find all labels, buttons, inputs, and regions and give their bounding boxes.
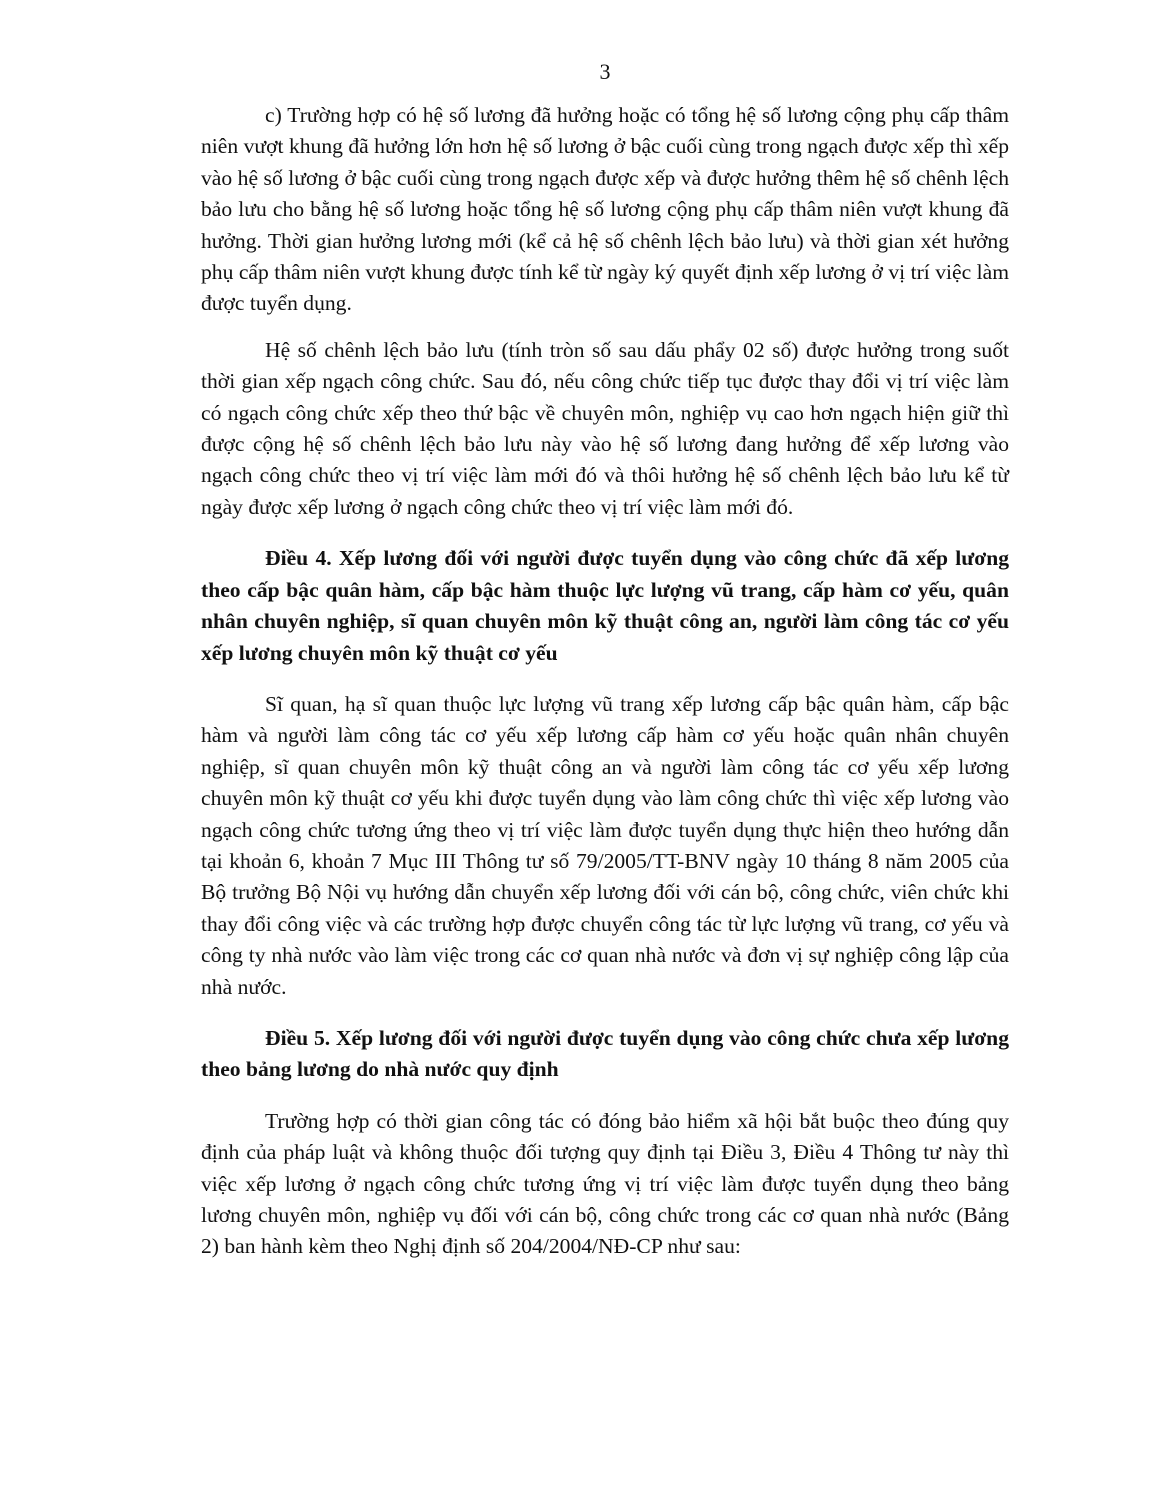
article-5-heading: Điều 5. Xếp lương đối với người được tuyển dụng vào công chức chưa xếp lương theo bảng lương do nhà nước quy định — [201, 1025, 1009, 1082]
article-5-body: Trường hợp có thời gian công tác có đóng bảo hiểm xã hội bắt buộc theo đúng quy định của pháp luật và không thuộc đối tượng quy định tại Điều 3, Điều 4 Thông tư này thì việc xếp lương ở ngạch công chức tương ứng vị trí việc làm được tuyển dụng theo bảng lương chuyên môn, nghiệp vụ đối với cán bộ, công chức trong các cơ quan nhà nước (Bảng 2) ban hành kèm theo Nghị định số 204/2004/NĐ-CP như sau: — [201, 1108, 1009, 1259]
article-4-heading: Điều 4. Xếp lương đối với người được tuyển dụng vào công chức đã xếp lương theo cấp bậc quân hàm, cấp bậc hàm thuộc lực lượng vũ trang, cấp hàm cơ yếu, quân nhân chuyên nghiệp, sĩ quan chuyên môn kỹ thuật công an, người làm công tác cơ yếu xếp lương chuyên môn kỹ thuật cơ yếu — [201, 546, 1009, 665]
paragraph-point-c: c) Trường hợp có hệ số lương đã hưởng hoặc có tổng hệ số lương cộng phụ cấp thâm niên vượt khung đã hưởng lớn hơn hệ số lương ở bậc cuối cùng trong ngạch được xếp thì xếp vào hệ số lương ở bậc cuối cùng trong ngạch được xếp và được hưởng thêm hệ số chênh lệch bảo lưu cho bằng hệ số lương hoặc tổng hệ số lương cộng phụ cấp thâm niên vượt khung đã hưởng. Thời gian hưởng lương mới (kể cả hệ số chênh lệch bảo lưu) và thời gian xét hưởng phụ cấp thâm niên vượt khung được tính kể từ ngày ký quyết định xếp lương ở vị trí việc làm được tuyển dụng. — [201, 103, 1009, 316]
paragraph-preserved-coefficient: Hệ số chênh lệch bảo lưu (tính tròn số sau dấu phẩy 02 số) được hưởng trong suốt thời gian xếp ngạch công chức. Sau đó, nếu công chức tiếp tục được thay đổi vị trí việc làm có ngạch công chức xếp theo thứ bậc về chuyên môn, nghiệp vụ cao hơn ngạch hiện giữ thì được cộng hệ số chênh lệch bảo lưu này vào hệ số lương đang hưởng để xếp lương vào ngạch công chức theo vị trí việc làm mới đó và thôi hưởng hệ số chênh lệch bảo lưu kể từ ngày được xếp lương ở ngạch công chức theo vị trí việc làm mới đó. — [201, 337, 1009, 519]
document-page — [201, 58, 1009, 1263]
article-4-body: Sĩ quan, hạ sĩ quan thuộc lực lượng vũ trang xếp lương cấp bậc quân hàm, cấp bậc hàm và người làm công tác cơ yếu xếp lương cấp hàm cơ yếu hoặc quân nhân chuyên nghiệp, sĩ quan chuyên môn kỹ thuật công an và người làm công tác cơ yếu xếp lương chuyên môn kỹ thuật cơ yếu khi được tuyển dụng vào làm công chức thì việc xếp lương vào ngạch công chức tương ứng theo vị trí việc làm được tuyển dụng thực hiện theo hướng dẫn tại khoản 6, khoản 7 Mục III Thông tư số 79/2005/TT-BNV ngày 10 tháng 8 năm 2005 của Bộ trưởng Bộ Nội vụ hướng dẫn chuyển xếp lương đối với cán bộ, công chức, viên chức khi thay đổi công việc và các trường hợp được chuyển công tác từ lực lượng vũ trang, cơ yếu và công ty nhà nước vào làm việc trong các cơ quan nhà nước và đơn vị sự nghiệp công lập của nhà nước. — [201, 691, 1009, 999]
page-number: 3 — [599, 59, 611, 84]
